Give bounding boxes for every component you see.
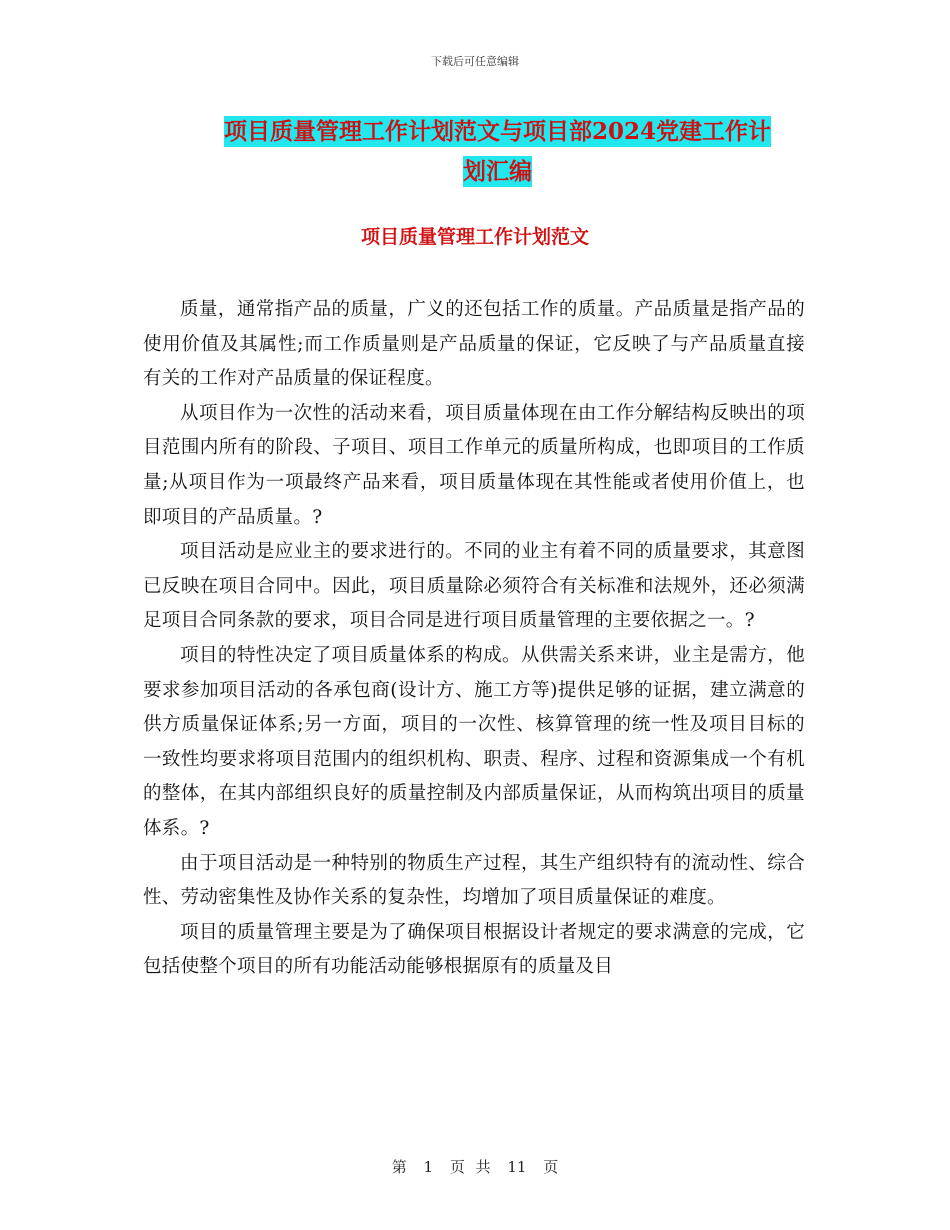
footer-mid: 页 共 <box>449 1158 491 1176</box>
header-note: 下载后可任意编辑 <box>431 55 519 68</box>
body-paragraph-6: 项目的质量管理主要是为了确保项目根据设计者规定的要求满意的完成，它包括使整个项目的所有功能活动能够根据原有的质量及目 <box>143 921 805 978</box>
section-title: 项目质量管理工作计划范文 <box>360 226 589 248</box>
document-title-line-2: 划汇编 <box>463 158 532 185</box>
page-footer <box>0 1156 950 1177</box>
body-paragraph-1: 质量，通常指产品的质量，广义的还包括工作的质量。产品质量是指产品的使用价值及其属性;而工作质量则是产品质量的保证，它反映了与产品质量直接有关的工作对产品质量的保证程度。 <box>143 299 805 390</box>
body-paragraph-5: 由于项目活动是一种特别的物质生产过程，其生产组织特有的流动性、综合性、劳动密集性及协作关系的复杂性，均增加了项目质量保证的难度。 <box>143 852 805 909</box>
document-title-line-1: 项目质量管理工作计划范文与项目部2024党建工作计 <box>223 118 771 145</box>
footer-total-pages: 11 <box>507 1158 527 1176</box>
footer-current-page: 1 <box>423 1158 434 1176</box>
document-title <box>185 112 810 192</box>
body-paragraph-4: 项目的特性决定了项目质量体系的构成。从供需关系来讲，业主是需方，他要求参加项目活动的各承包商(设计方、施工方等)提供足够的证据，建立满意的供方质量保证体系;另一方面，项目的一次性、核算管理的统一性及项目目标的一致性均要求将项目范围内的组织机构、职责、程序、过程和资源集成一个有机的整体，在其内部组织良好的质量控制及内部质量保证，从而构筑出项目的质量体系。? <box>143 644 805 839</box>
body-paragraph-2: 从项目作为一次性的活动来看，项目质量体现在由工作分解结构反映出的项目范围内所有的阶段、子项目、项目工作单元的质量所构成，也即项目的工作质量;从项目作为一项最终产品来看，项目质量体现在其性能或者使用价值上，也即项目的产品质量。? <box>143 402 805 528</box>
footer-prefix: 第 <box>391 1158 407 1176</box>
body-paragraph-3: 项目活动是应业主的要求进行的。不同的业主有着不同的质量要求，其意图已反映在项目合同中。因此，项目质量除必须符合有关标准和法规外，还必须满足项目合同条款的要求，项目合同是进行项目质量管理的主要依据之一。? <box>143 541 805 632</box>
document-body <box>143 293 805 985</box>
footer-suffix: 页 <box>543 1158 559 1176</box>
